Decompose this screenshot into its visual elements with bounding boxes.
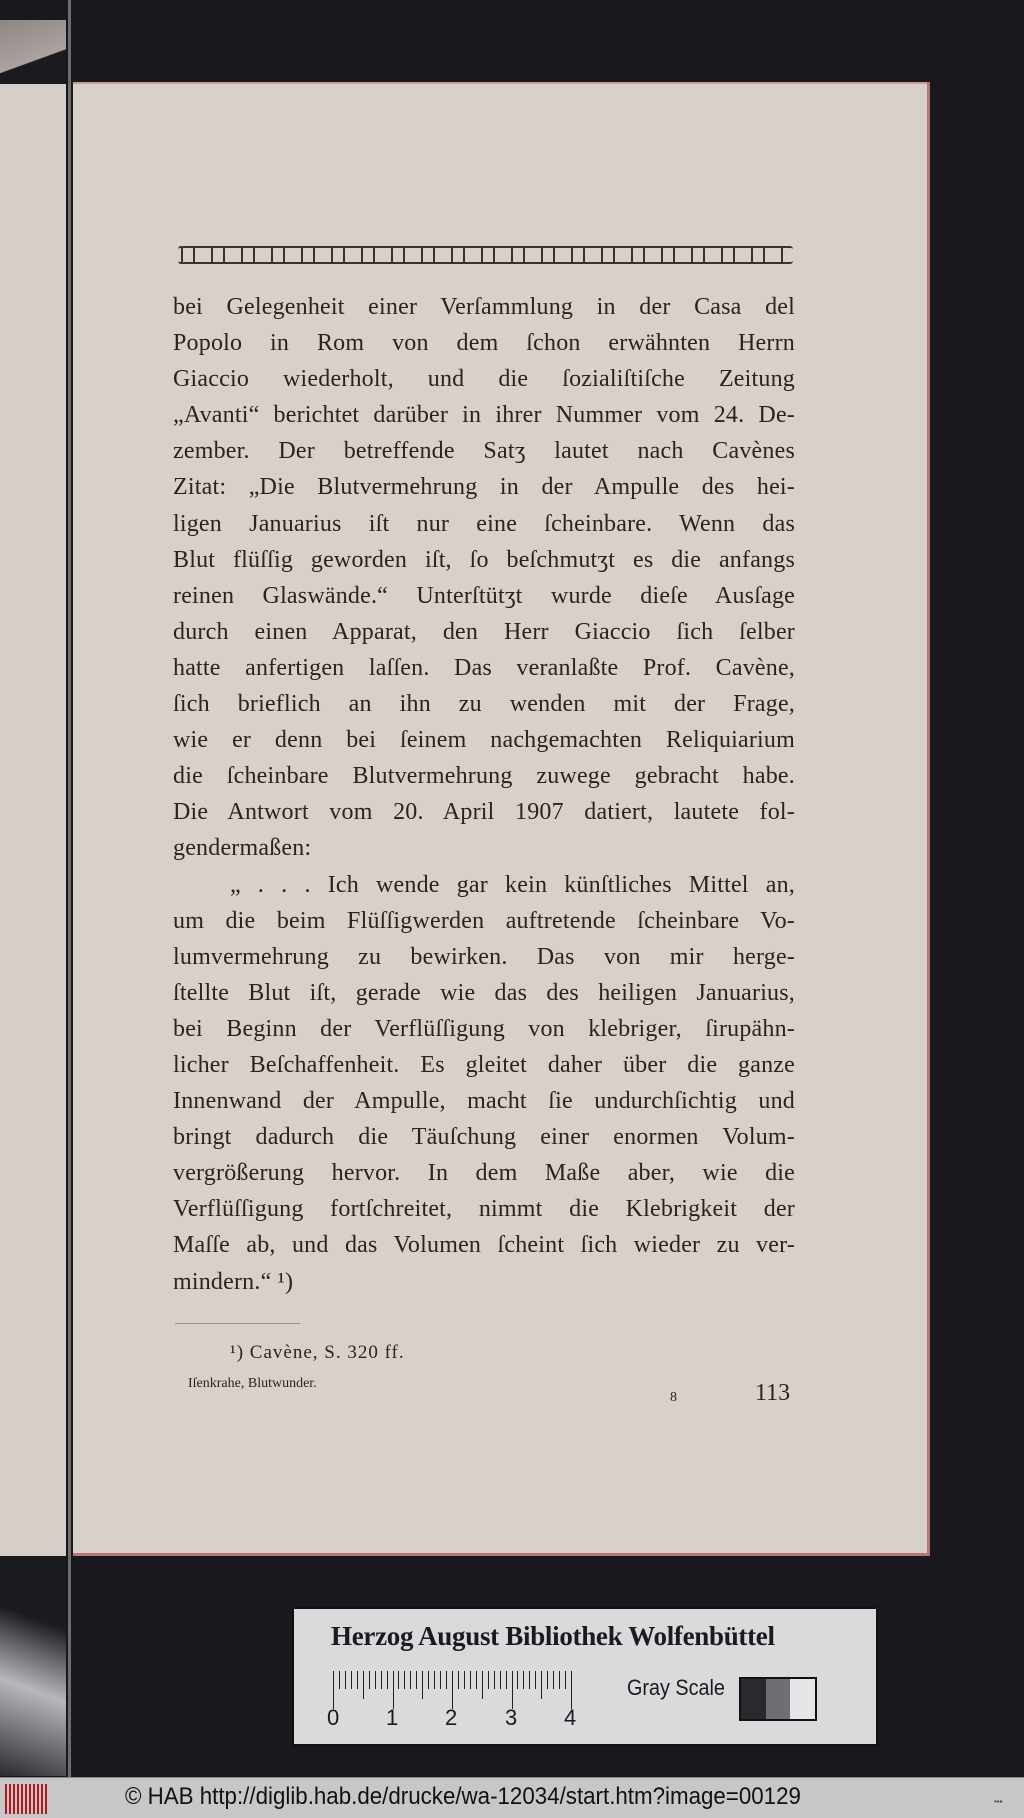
ruler-tick: [488, 1671, 489, 1689]
copyright-url[interactable]: © HAB http://diglib.hab.de/drucke/wa-12034/start.htm?image=00129: [125, 1783, 801, 1810]
ruler-tick: [559, 1671, 560, 1689]
swatch-dark: [741, 1679, 766, 1719]
text-line: wie er denn bei ſeinem nachgemachten Reliquiarium: [173, 727, 795, 754]
text-line: lumvermehrung zu bewirken. Das von mir herge-: [173, 943, 795, 970]
ruler-tick: [381, 1671, 382, 1689]
ruler-tick: [547, 1671, 548, 1689]
text-line: ligen Januarius iſt nur eine ſcheinbare. Wenn das: [173, 510, 795, 537]
ruler-tick: [351, 1671, 352, 1689]
ruler-tick: [434, 1671, 435, 1689]
text-line: ſich brieflich an ihn zu wenden mit der Frage,: [173, 691, 795, 718]
ruler-tick: [517, 1671, 518, 1689]
book-gutter: [68, 0, 71, 1777]
ruler-tick: [375, 1671, 376, 1689]
ruler-tick: [529, 1671, 530, 1689]
ruler-tick: [363, 1671, 364, 1699]
ruler-tick: [369, 1671, 370, 1689]
hab-logo-icon: [5, 1784, 47, 1814]
swatch-mid: [766, 1679, 791, 1719]
page-number: 113: [755, 1380, 791, 1406]
previous-page-edge: [0, 84, 66, 1556]
ruler-tick: [464, 1671, 465, 1689]
ruler-label: 1: [386, 1705, 399, 1730]
ruler-tick: [535, 1671, 536, 1689]
ruler-tick: [458, 1671, 459, 1689]
text-line: Giaccio wiederholt, und die ſozialiſtiſche Zeitung: [173, 366, 795, 393]
ruler-tick: [387, 1671, 388, 1689]
text-line: Die Antwort vom 20. April 1907 datiert, lautete fol-: [173, 799, 795, 826]
swatch-light: [790, 1679, 815, 1719]
ruler-tick: [446, 1671, 447, 1689]
ruler-tick: [512, 1671, 513, 1709]
footer-bar: [0, 1777, 1024, 1818]
text-line: bei Gelegenheit einer Verſammlung in der Casa del: [173, 294, 795, 320]
ruler-tick: [523, 1671, 524, 1689]
ruler-tick: [500, 1671, 501, 1689]
ruler-tick: [404, 1671, 405, 1689]
ruler-tick: [470, 1671, 471, 1689]
ruler-tick: [416, 1671, 417, 1689]
text-line: reinen Glaswände.“ Unterſtütʒt wurde dieſe Ausſage: [173, 582, 795, 609]
footer-dots-icon: •▪▪: [994, 1797, 1003, 1806]
color-calibration-card: [292, 1607, 878, 1746]
ruler-label: 0: [327, 1705, 340, 1730]
ruler-tick: [571, 1671, 572, 1709]
text-line: bringt dadurch die Täuſchung einer enormen Volum-: [173, 1124, 795, 1151]
text-line: Zitat: „Die Blutvermehrung in der Ampulle des hei-: [173, 474, 795, 501]
ruler-tick: [506, 1671, 507, 1689]
card-title: Herzog August Bibliothek Wolfenbüttel: [331, 1621, 775, 1651]
text-line: um die beim Flüſſigwerden auftretende ſcheinbare Vo-: [173, 907, 795, 934]
text-line: Blut flüſſig geworden iſt, ſo beſchmutʒt es die anfangs: [173, 546, 795, 573]
text-line: licher Beſchaffenheit. Es gleitet daher über die ganze: [173, 1051, 795, 1078]
text-line: durch einen Apparat, den Herr Giaccio ſich ſelber: [173, 618, 795, 645]
footnote: ¹) Cavène, S. 320 ff.: [230, 1342, 405, 1363]
ruler-tick: [541, 1671, 542, 1699]
ruler-tick: [452, 1671, 453, 1709]
ruler-label: 3: [505, 1705, 518, 1730]
ruler-tick: [410, 1671, 411, 1689]
text-line: bei Beginn der Verflüſſigung von klebriger, ſirupähn-: [173, 1015, 795, 1042]
text-line: Innenwand der Ampulle, macht ſie undurchſichtig und: [173, 1088, 795, 1115]
text-line: die ſcheinbare Blutvermehrung zuwege gebracht habe.: [173, 763, 795, 790]
text-line: vergrößerung hervor. In dem Maße aber, wie die: [173, 1160, 795, 1187]
text-line: ſtellte Blut iſt, gerade wie das des heiligen Januarius,: [173, 979, 795, 1006]
ruler-tick: [398, 1671, 399, 1689]
ruler-tick: [428, 1671, 429, 1689]
text-line: Maſſe ab, und das Volumen ſcheint ſich wieder zu ver-: [173, 1232, 795, 1259]
ruler-tick: [565, 1671, 566, 1689]
footnote-rule: [175, 1323, 300, 1324]
ornament-border: [178, 246, 793, 264]
text-line: zember. Der betreffende Satʒ lautet nach Cavènes: [173, 438, 795, 465]
ruler-tick: [494, 1671, 495, 1689]
text-line: „ . . . Ich wende gar kein künſtliches Mittel an,: [230, 871, 795, 898]
text-line: hatte anfertigen laſſen. Das veranlaßte Prof. Cavène,: [173, 654, 795, 681]
ruler-tick: [553, 1671, 554, 1689]
ruler-tick: [339, 1671, 340, 1689]
text-line: Popolo in Rom von dem ſchon erwähnten Herrn: [173, 330, 795, 357]
text-line: gendermaßen:: [173, 835, 312, 862]
ruler-tick: [393, 1671, 394, 1709]
grayscale-label: Gray Scale: [627, 1675, 725, 1700]
ruler-tick: [482, 1671, 483, 1699]
ruler-tick: [345, 1671, 346, 1689]
ruler-tick: [357, 1671, 358, 1689]
signature-line: Iſenkrahe, Blutwunder.: [188, 1376, 317, 1391]
ruler-label: 4: [564, 1705, 577, 1730]
ruler-tick: [440, 1671, 441, 1689]
sheet-mark: 8: [670, 1390, 677, 1405]
ruler-label: 2: [445, 1705, 458, 1730]
ruler-tick: [422, 1671, 423, 1699]
ruler-tick: [333, 1671, 334, 1709]
previous-page-bottom: [0, 1556, 66, 1776]
text-line: mindern.“ ¹): [173, 1268, 294, 1295]
ruler-tick: [476, 1671, 477, 1689]
body-text: [173, 289, 795, 1300]
text-line: Verflüſſigung fortſchreitet, nimmt die Klebrigkeit der: [173, 1196, 795, 1223]
text-line: „Avanti“ berichtet darüber in ihrer Nummer vom 24. De-: [173, 402, 795, 429]
grayscale-swatches: [739, 1677, 817, 1721]
previous-page-shadow: [0, 20, 66, 84]
